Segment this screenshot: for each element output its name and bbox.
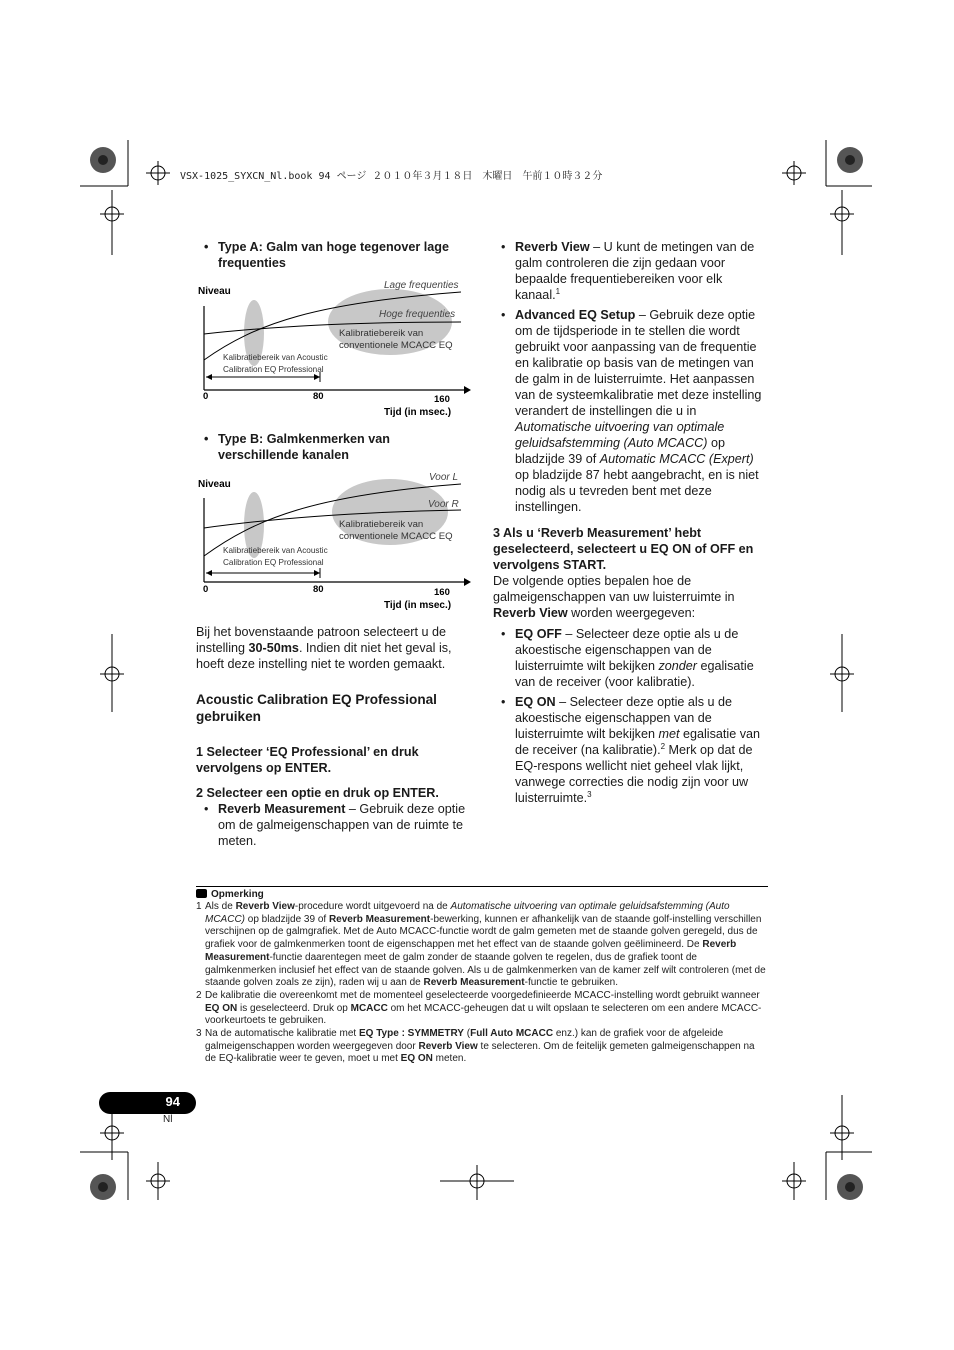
chart-b-tick-80: 80 [313, 584, 324, 595]
right-column [493, 239, 767, 806]
step-1: 1 Selecteer ‘EQ Professional’ en druk vervolgens op ENTER. [196, 745, 419, 775]
chart-b-tick-0: 0 [203, 584, 209, 595]
chart-a-top-label: Lage frequenties [384, 280, 459, 291]
advanced-eq-setup-item: • Advanced EQ Setup – Gebruik deze optie om de tijdsperiode in te stellen die wordt gebruikt voor aanpassing van de frequentie en kalibratie op basis van de metingen van de galm in de luisterruimte. Het aanpassen van de systeemkalibratie met deze instelling verandert de instellingen die u in Automatische uitvoering van optimale geluidsafstemming (Auto MCACC) op bladzijde 39 of Automatic MCACC (Expert) op bladzijde 87 hebt aangebracht, en is niet nodig als u tevreden bent met deze instellingen. [493, 307, 767, 515]
spoke-circle-bottom-right [837, 1174, 863, 1200]
language-code: Nl [163, 1114, 173, 1125]
crosshair-top-left-1 [146, 161, 170, 185]
spoke-circle-top-right [837, 147, 863, 173]
notes-heading: Opmerking [196, 888, 768, 901]
chart-b-top-label: Voor L [429, 472, 459, 483]
chart-b-bottom-label: Voor R [428, 499, 459, 510]
chart-a-ylabel: Niveau [198, 286, 231, 297]
chart-a-tick-160: 160 [434, 394, 450, 405]
chart-b-pro-label-2: Calibration EQ Professional [223, 558, 324, 567]
chart-a-bottom-label: Hoge frequenties [379, 309, 456, 320]
chart-type-a [196, 278, 476, 418]
chart-type-b [196, 470, 476, 610]
options-paragraph: De volgende opties bepalen hoe de galmeigenschappen van uw luisterruimte in Reverb View worden weergegeven: [493, 574, 735, 620]
chart-a-pro-label-1: Kalibratiebereik van Acoustic [223, 353, 328, 362]
chart-a-tick-80: 80 [313, 391, 324, 402]
crosshair-top-left-2 [100, 190, 124, 255]
eq-off-item: • EQ OFF – Selecteer deze optie als u de akoestische eigenschappen van de luisterruimte wilt bekijken zonder egalisatie van de receiver (voor kalibratie). [493, 626, 767, 690]
footnote-2: 2 De kalibratie die overeenkomt met de momenteel geselecteerde voorgedefinieerde MCACC-instelling wordt gebruikt wanneer EQ ON is geselecteerd. Druk op MCACC om het MCACC-geheugen dat u wilt opslaan te selecteren om een andere MCACC-voorkeurtoets te gebruiken. [196, 989, 762, 1027]
footnote-3: 3 Na de automatische kalibratie met EQ Type : SYMMETRY (Full Auto MCACC enz.) kan de grafiek voor de afgeleide galmeigenschappen worden weergegeven door Reverb View te selecteren. Om de feitelijk gemeten galmeigenschappen na de EQ-kalibratie weer te geven, moet u met EQ ON meten. [196, 1028, 755, 1065]
step-2: 2 Selecteer een optie en druk op ENTER. [196, 786, 439, 800]
chart-a-conv-label-1: Kalibratiebereik van [339, 328, 424, 339]
notes-block [196, 888, 768, 1066]
page-number-badge [99, 1092, 196, 1114]
chart-a-tick-0: 0 [203, 391, 209, 402]
type-b-block [196, 431, 472, 463]
left-text-block [196, 624, 472, 849]
chart-b-tick-160: 160 [434, 587, 450, 598]
type-b-heading: • Type B: Galmkenmerken van verschillende kanalen [196, 431, 472, 463]
reverb-measurement-item: • Reverb Measurement – Gebruik deze optie om de galmeigenschappen van de ruimte te meten. [196, 801, 472, 849]
chart-b-ylabel: Niveau [198, 479, 231, 490]
notes-rule [196, 886, 768, 887]
x-axis-arrow [464, 386, 471, 394]
reverb-view-item: • Reverb View – U kunt de metingen van de galm controleren die zijn gedaan voor bepaalde frequentiebereiken voor elk kanaal.$^1$ [493, 239, 767, 303]
crosshair-top-right-1 [782, 161, 806, 185]
chart-b-conv-label-2: conventionele MCACC EQ [339, 531, 453, 542]
footnote-1: 1 Als de Reverb View-procedure wordt uitgevoerd na de Automatische uitvoering van optimale geluidsafstemming (Auto MCACC) op bladzijde 39 of Reverb Measurement-bewerking, kunnen er afhankelijk van de staande golf-instelling verschillen verschijnen op de galmgrafiek. Met de Auto MCACC-functie wordt de galm gemeten met de staande golven geregeld, dus de grafiek voor de galmkenmerken toont de eigenschappen met het effect van de staande golven geëlimineerd. De Reverb Measurement-functie daarentegen meet de galm zonder de staande golven te regelen, dus de grafiek toont de galmkenmerken inclusief het effect van de staande golven. Als u de galmkenmerken van de kamer zelf wilt controleren (met de staande golven zoals ze zijn), raden wij u aan de Reverb Measurement-functie te gebruiken. [196, 901, 766, 989]
chart-b-conv-label-1: Kalibratiebereik van [339, 519, 424, 530]
chart-b-xlabel: Tijd (in msec.) [384, 600, 452, 610]
crosshair-bottom-left-2 [146, 1162, 170, 1200]
left-column [196, 239, 472, 271]
section-title: Acoustic Calibration EQ Professional gebruiken [196, 692, 437, 724]
crosshair-top-right-2 [830, 190, 854, 255]
print-header-line: VSX-1025_SYXCN_Nl.book 94 ページ ２０１０年３月１８日 木曜日 午前１０時３２分 [180, 171, 603, 182]
crosshair-mid-left [100, 634, 124, 712]
step-3: 3 Als u ‘Reverb Measurement’ hebt geselecteerd, selecteert u EQ ON of OFF en vervolgens START. [493, 526, 754, 572]
eq-on-item: • EQ ON – Selecteer deze optie als u de akoestische eigenschappen van de luisterruimte wilt bekijken met egalisatie van de receiver (na kalibratie).$^2$ Merk op dat de EQ-respons wellicht niet geheel vlak lijkt, vanwege correcties die nodig zijn voor uw luisterruimte.$^3$ [493, 694, 767, 806]
page-number: 94 [165, 1094, 180, 1109]
chart-b-pro-label-1: Kalibratiebereik van Acoustic [223, 546, 328, 555]
crosshair-mid-right [830, 634, 854, 712]
type-a-heading: • Type A: Galm van hoge tegenover lage frequenties [196, 239, 472, 271]
spoke-circle-bottom-left [90, 1174, 116, 1200]
crosshair-bottom-right-2 [782, 1162, 806, 1200]
chart-a-xlabel: Tijd (in msec.) [384, 407, 452, 418]
crosshair-bottom-right-1 [830, 1095, 854, 1160]
crosshair-bottom-mid [440, 1165, 514, 1200]
spoke-circle-top-left [90, 147, 116, 173]
pattern-paragraph: Bij het bovenstaande patroon selecteert u de instelling 30-50ms. Indien dit niet het geval is, hoeft deze instelling niet te worden gemaakt. [196, 625, 452, 671]
chart-a-conv-label-2: conventionele MCACC EQ [339, 340, 453, 351]
chart-a-pro-label-2: Calibration EQ Professional [223, 365, 324, 374]
note-icon [196, 889, 207, 898]
